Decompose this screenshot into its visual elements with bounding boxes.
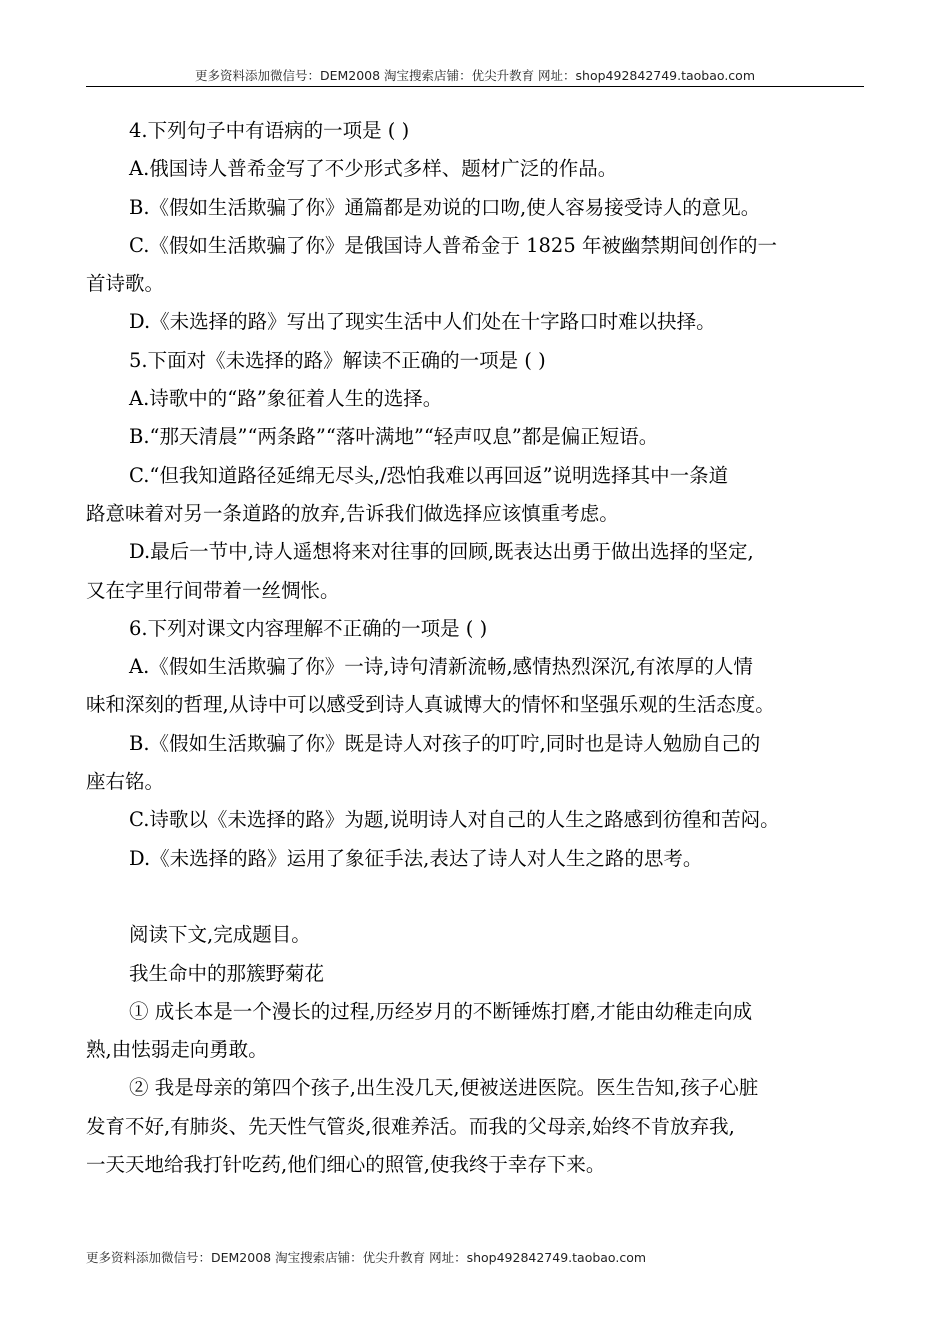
paragraph-1: ① 成长本是一个漫长的过程,历经岁月的不断锤炼打磨,才能由幼稚走向成 <box>129 999 753 1023</box>
option-b: B.《假如生活欺骗了你》通篇都是劝说的口吻,使人容易接受诗人的意见。 <box>129 195 761 219</box>
option-d-continued: 又在字里行间带着一丝惆怅。 <box>86 578 340 602</box>
option-b: B.“那天清晨”“两条路”“落叶满地”“轻声叹息”都是偏正短语。 <box>129 425 659 449</box>
option-c: C.“但我知道路径延绵无尽头,/恐怕我难以再回返”说明选择其中一条道 <box>129 463 729 487</box>
option-c: C.《假如生活欺骗了你》是俄国诗人普希金于 1825 年被幽禁期间创作的一 <box>129 233 777 257</box>
option-d: D.《未选择的路》写出了现实生活中人们处在十字路口时难以抉择。 <box>129 310 716 334</box>
option-a: A.俄国诗人普希金写了不少形式多样、题材广泛的作品。 <box>129 157 618 181</box>
paragraph-2-continued: 一天天地给我打针吃药,他们细心的照管,使我终于幸存下来。 <box>86 1153 606 1177</box>
option-d: D.《未选择的路》运用了象征手法,表达了诗人对人生之路的思考。 <box>129 846 703 870</box>
reading-passage <box>86 916 876 1184</box>
section-spacer <box>86 878 876 916</box>
option-d: D.最后一节中,诗人遥想将来对往事的回顾,既表达出勇于做出选择的坚定, <box>129 540 754 564</box>
question-stem: 6.下列对课文内容理解不正确的一项是 ( ) <box>129 616 488 640</box>
option-c: C.诗歌以《未选择的路》为题,说明诗人对自己的人生之路感到彷徨和苦闷。 <box>129 808 780 832</box>
option-b-continued: 座右铭。 <box>86 770 165 794</box>
question-4 <box>86 112 876 342</box>
page-header: 更多资料添加微信号：DEM2008 淘宝搜索店铺：优尖升教育 网址：shop492842749.taobao.com <box>194 68 756 83</box>
page-footer: 更多资料添加微信号：DEM2008 淘宝搜索店铺：优尖升教育 网址：shop492842749.taobao.com <box>86 1250 647 1265</box>
paragraph-1-continued: 熟,由怯弱走向勇敢。 <box>86 1038 268 1062</box>
question-stem: 5.下面对《未选择的路》解读不正确的一项是 ( ) <box>129 348 546 372</box>
reading-instruction: 阅读下文,完成题目。 <box>129 923 311 947</box>
option-a: A.《假如生活欺骗了你》一诗,诗句清新流畅,感情热烈深沉,有浓厚的人情 <box>129 655 753 679</box>
passage-title: 我生命中的那簇野菊花 <box>129 961 325 985</box>
header-divider <box>86 86 864 87</box>
paragraph-2: ② 我是母亲的第四个孩子,出生没几天,便被送进医院。医生告知,孩子心脏 <box>129 1076 759 1100</box>
question-6 <box>86 610 876 878</box>
question-5 <box>86 342 876 610</box>
document-body <box>86 112 876 1184</box>
paragraph-2-continued: 发育不好,有肺炎、先天性气管炎,很难养活。而我的父母亲,始终不肯放弃我, <box>86 1114 735 1138</box>
option-a: A.诗歌中的“路”象征着人生的选择。 <box>129 387 443 411</box>
option-b: B.《假如生活欺骗了你》既是诗人对孩子的叮咛,同时也是诗人勉励自己的 <box>129 731 761 755</box>
option-a-continued: 味和深刻的哲理,从诗中可以感受到诗人真诚博大的情怀和坚强乐观的生活态度。 <box>86 693 775 717</box>
option-c-continued: 路意味着对另一条道路的放弃,告诉我们做选择应该慎重考虑。 <box>86 501 619 525</box>
option-c-continued: 首诗歌。 <box>86 272 165 296</box>
question-stem: 4.下列句子中有语病的一项是 ( ) <box>129 119 410 142</box>
